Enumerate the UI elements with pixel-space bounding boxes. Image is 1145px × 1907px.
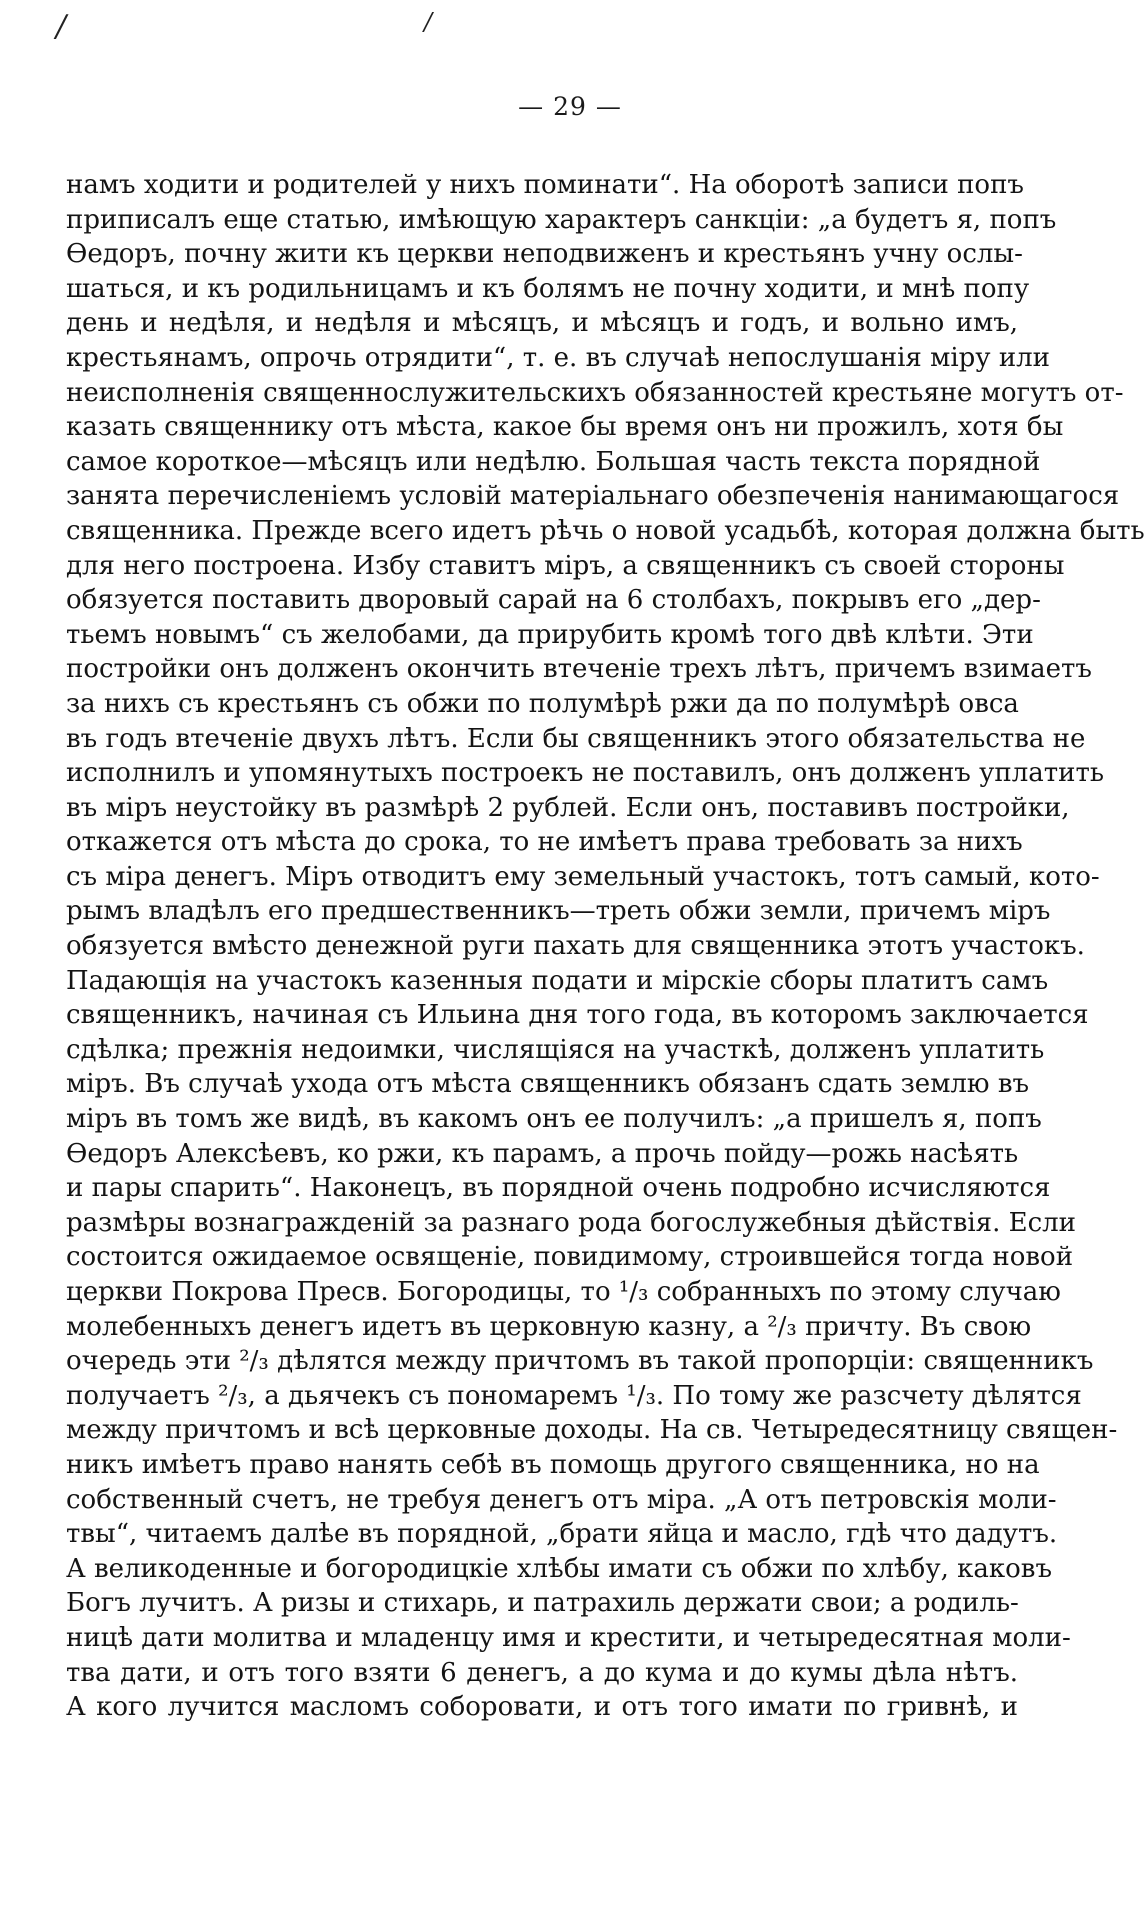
text-line: міръ въ томъ же видѣ, въ какомъ онъ ее получилъ: „а пришелъ я, попъ xyxy=(66,1104,1042,1135)
text-line: священника. Прежде всего идетъ рѣчь о новой усадьбѣ, которая должна быть xyxy=(66,515,1145,546)
text-line: въ міръ неустойку въ размѣрѣ 2 рублей. Если онъ, поставивъ постройки, xyxy=(66,792,1070,823)
text-line: молебенныхъ денегъ идетъ въ церковную казну, а ²/₃ причту. Въ свою xyxy=(66,1311,1032,1342)
text-line: для него построена. Избу ставитъ міръ, а священникъ съ своей стороны xyxy=(66,550,1065,581)
text-line: въ годъ втеченіе двухъ лѣтъ. Если бы священникъ этого обязательства не xyxy=(66,723,1086,754)
text-line: тва дати, и отъ того взяти 6 денегъ, а до кума и до кумы дѣла нѣтъ. xyxy=(66,1657,1018,1688)
text-line: день и недѣля, и недѣля и мѣсяцъ, и мѣсяцъ и годъ, и вольно имъ, xyxy=(66,308,1018,339)
text-line: и пары спарить“. Наконецъ, въ порядной очень подробно исчисляются xyxy=(66,1173,1051,1204)
corner-mark-right: / xyxy=(424,8,433,36)
body-text xyxy=(66,168,1145,1725)
text-line: никъ имѣетъ право нанять себѣ въ помощь другого священника, но на xyxy=(66,1449,1040,1480)
text-line: за нихъ съ крестьянъ съ обжи по полумѣрѣ ржи да по полумѣрѣ овса xyxy=(66,688,1019,719)
text-line: ницѣ дати молитва и младенцу имя и крестити, и четыредесятная моли- xyxy=(66,1622,1071,1653)
text-line: неисполненія священнослужительскихъ обязанностей крестьяне могутъ от- xyxy=(66,377,1124,408)
text-line: Богъ лучитъ. А ризы и стихарь, и патрахиль держати свои; а родиль- xyxy=(66,1588,1019,1619)
text-line: занята перечисленіемъ условій матеріальнаго обезпеченія нанимающагося xyxy=(66,481,1120,512)
text-line: сдѣлка; прежнія недоимки, числящіяся на участкѣ, долженъ уплатить xyxy=(66,1034,1045,1065)
text-line: откажется отъ мѣста до срока, то не имѣетъ права требовать за нихъ xyxy=(66,827,1023,858)
text-line: Ѳедоръ Алексѣевъ, ко ржи, къ парамъ, а прочь пойду—рожь насѣять xyxy=(66,1138,1019,1169)
text-line: съ міра денегъ. Міръ отводитъ ему земельный участокъ, тотъ самый, кото- xyxy=(66,861,1100,892)
text-line: А кого лучится масломъ соборовати, и отъ того имати по гривнѣ, и xyxy=(66,1692,1018,1723)
text-line: казать священнику отъ мѣста, какое бы время онъ ни прожилъ, хотя бы xyxy=(66,412,1064,443)
text-line: очередь эти ²/₃ дѣлятся между причтомъ въ такой пропорціи: священникъ xyxy=(66,1346,1094,1377)
text-line: тьемъ новымъ“ съ желобами, да прирубить кромѣ того двѣ клѣти. Эти xyxy=(66,619,1034,650)
text-line: церкви Покрова Пресв. Богородицы, то ¹/₃ собранныхъ по этому случаю xyxy=(66,1277,1061,1307)
text-line: рымъ владѣлъ его предшественникъ—треть обжи земли, причемъ міръ xyxy=(66,896,1051,927)
text-line: крестьянамъ, опрочь отрядити“, т. е. въ случаѣ непослушанія міру или xyxy=(66,342,1051,373)
text-line: получаетъ ²/₃, а дьячекъ съ пономаремъ ¹/₃. По тому же разсчету дѣлятся xyxy=(66,1380,1082,1411)
text-line: между причтомъ и всѣ церковные доходы. На св. Четыредесятницу священ- xyxy=(66,1415,1118,1446)
text-line: міръ. Въ случаѣ ухода отъ мѣста священникъ обязанъ сдать землю въ xyxy=(66,1069,1030,1100)
text-line: приписалъ еще статью, имѣющую характеръ санкціи: „а будетъ я, попъ xyxy=(66,204,1057,235)
text-line: шаться, и къ родильницамъ и къ болямъ не почну ходити, и мнѣ попу xyxy=(66,273,1030,304)
text-line: состоится ожидаемое освященіе, повидимому, строившейся тогда новой xyxy=(66,1242,1074,1273)
text-line: постройки онъ долженъ окончить втеченіе трехъ лѣтъ, причемъ взимаетъ xyxy=(66,654,1092,685)
text-line: исполнилъ и упомянутыхъ построекъ не поставилъ, онъ долженъ уплатить xyxy=(66,758,1104,789)
text-line: намъ ходити и родителей у нихъ поминати“. На оборотѣ записи попъ xyxy=(66,170,1024,200)
text-line: А великоденные и богородицкіе хлѣбы имати съ обжи по хлѣбу, каковъ xyxy=(66,1553,1052,1584)
text-line: твы“, читаемъ далѣе въ порядной, „брати яйца и масло, гдѣ что дадутъ. xyxy=(66,1519,1058,1550)
text-line: Ѳедоръ, почну жити къ церкви неподвиженъ и крестьянъ учну ослы- xyxy=(66,239,1023,270)
page-number: — 29 — xyxy=(518,92,622,121)
text-line: обязуется поставить дворовый сарай на 6 столбахъ, покрывъ его „дер- xyxy=(66,585,1041,616)
text-line: Падающія на участокъ казенныя подати и мірскіе сборы платитъ самъ xyxy=(66,965,1049,996)
text-line: собственный счетъ, не требуя денегъ отъ міра. „А отъ петровскія моли- xyxy=(66,1484,1057,1515)
corner-mark-left: / xyxy=(56,9,67,44)
text-line: самое короткое—мѣсяцъ или недѣлю. Большая часть текста порядной xyxy=(66,446,1041,477)
text-line: обязуется вмѣсто денежной руги пахать для священника этотъ участокъ. xyxy=(66,931,1085,962)
text-line: размѣры вознагражденій за разнаго рода богослужебныя дѣйствія. Если xyxy=(66,1207,1077,1238)
text-line: священникъ, начиная съ Ильина дня того года, въ которомъ заключается xyxy=(66,1000,1089,1031)
